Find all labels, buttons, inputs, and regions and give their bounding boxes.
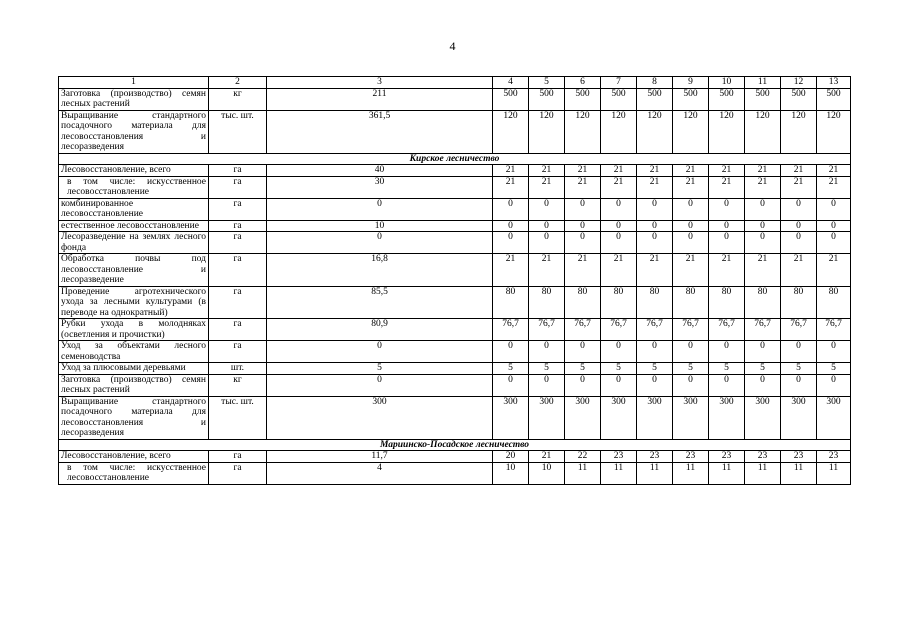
table-row (59, 254, 851, 287)
year-value: 11 (637, 462, 673, 484)
year-value: 21 (817, 165, 851, 177)
year-value: 0 (673, 232, 709, 254)
year-value: 76,7 (637, 319, 673, 341)
year-value: 0 (529, 232, 565, 254)
year-value: 0 (637, 374, 673, 396)
activity-name: Обработка почвы под лесовосстановление и лесоразведение (59, 254, 209, 287)
year-value: 11 (673, 462, 709, 484)
activity-name: Выращивание стандартного посадочного материала для лесовосстановления и лесоразведения (59, 396, 209, 439)
year-value: 0 (529, 341, 565, 363)
year-value: 10 (529, 462, 565, 484)
activity-name: Рубки ухода в молодняках (осветления и прочистки) (59, 319, 209, 341)
table-row (59, 88, 851, 110)
year-value: 5 (565, 363, 601, 375)
year-value: 21 (745, 254, 781, 287)
base-value: 85,5 (267, 286, 493, 319)
column-number: 11 (745, 77, 781, 89)
year-value: 21 (637, 254, 673, 287)
year-value: 0 (709, 198, 745, 220)
unit-of-measure: га (209, 319, 267, 341)
section-title: Мариинско-Посадское лесничество (59, 439, 851, 451)
activity-name: в том числе: искусственное лесовосстановление (59, 176, 209, 198)
year-value: 0 (745, 374, 781, 396)
year-value: 21 (709, 165, 745, 177)
year-value: 0 (565, 232, 601, 254)
table-row (59, 198, 851, 220)
year-value: 80 (673, 286, 709, 319)
base-value: 361,5 (267, 110, 493, 153)
table-row (59, 374, 851, 396)
year-value: 23 (637, 451, 673, 463)
year-value: 0 (601, 341, 637, 363)
year-value: 0 (817, 220, 851, 232)
year-value: 21 (601, 176, 637, 198)
year-value: 21 (601, 254, 637, 287)
year-value: 0 (565, 341, 601, 363)
year-value: 0 (529, 374, 565, 396)
column-number: 6 (565, 77, 601, 89)
year-value: 21 (817, 176, 851, 198)
year-value: 21 (565, 165, 601, 177)
year-value: 300 (817, 396, 851, 439)
table-row (59, 165, 851, 177)
year-value: 80 (781, 286, 817, 319)
column-number: 7 (601, 77, 637, 89)
year-value: 500 (745, 88, 781, 110)
year-value: 0 (601, 232, 637, 254)
table-row (59, 341, 851, 363)
year-value: 500 (637, 88, 673, 110)
year-value: 0 (709, 232, 745, 254)
year-value: 500 (709, 88, 745, 110)
unit-of-measure: га (209, 176, 267, 198)
year-value: 0 (673, 220, 709, 232)
section-header-row (59, 439, 851, 451)
column-number: 8 (637, 77, 673, 89)
year-value: 5 (637, 363, 673, 375)
year-value: 11 (709, 462, 745, 484)
year-value: 0 (601, 198, 637, 220)
year-value: 0 (709, 341, 745, 363)
year-value: 300 (637, 396, 673, 439)
year-value: 21 (673, 176, 709, 198)
year-value: 300 (673, 396, 709, 439)
year-value: 21 (529, 176, 565, 198)
year-value: 21 (637, 176, 673, 198)
base-value: 10 (267, 220, 493, 232)
year-value: 0 (673, 198, 709, 220)
year-value: 21 (709, 254, 745, 287)
forestry-plan-table (58, 76, 851, 485)
activity-name: комбинированное лесовосстановление (59, 198, 209, 220)
year-value: 21 (781, 176, 817, 198)
year-value: 21 (745, 176, 781, 198)
year-value: 21 (781, 165, 817, 177)
year-value: 80 (529, 286, 565, 319)
activity-name: Проведение агротехнического ухода за лесными культурами (в переводе на однократный) (59, 286, 209, 319)
year-value: 5 (673, 363, 709, 375)
year-value: 500 (781, 88, 817, 110)
year-value: 500 (565, 88, 601, 110)
year-value: 300 (493, 396, 529, 439)
base-value: 300 (267, 396, 493, 439)
table-row (59, 319, 851, 341)
year-value: 21 (565, 254, 601, 287)
year-value: 76,7 (601, 319, 637, 341)
year-value: 23 (601, 451, 637, 463)
year-value: 21 (565, 176, 601, 198)
year-value: 300 (565, 396, 601, 439)
year-value: 21 (817, 254, 851, 287)
year-value: 21 (529, 254, 565, 287)
year-value: 0 (745, 198, 781, 220)
year-value: 0 (817, 198, 851, 220)
year-value: 76,7 (781, 319, 817, 341)
year-value: 80 (817, 286, 851, 319)
year-value: 76,7 (817, 319, 851, 341)
year-value: 120 (493, 110, 529, 153)
year-value: 120 (817, 110, 851, 153)
unit-of-measure: га (209, 254, 267, 287)
year-value: 11 (817, 462, 851, 484)
column-number: 2 (209, 77, 267, 89)
year-value: 0 (601, 374, 637, 396)
year-value: 5 (781, 363, 817, 375)
year-value: 5 (493, 363, 529, 375)
year-value: 0 (745, 232, 781, 254)
year-value: 0 (493, 198, 529, 220)
year-value: 5 (817, 363, 851, 375)
year-value: 0 (637, 341, 673, 363)
base-value: 5 (267, 363, 493, 375)
year-value: 0 (817, 232, 851, 254)
year-value: 21 (601, 165, 637, 177)
year-value: 0 (637, 220, 673, 232)
base-value: 11,7 (267, 451, 493, 463)
year-value: 0 (673, 374, 709, 396)
year-value: 0 (709, 374, 745, 396)
year-value: 76,7 (493, 319, 529, 341)
year-value: 22 (565, 451, 601, 463)
page-number: 4 (449, 39, 456, 53)
base-value: 0 (267, 232, 493, 254)
year-value: 11 (601, 462, 637, 484)
year-value: 500 (673, 88, 709, 110)
unit-of-measure: га (209, 198, 267, 220)
year-value: 21 (745, 165, 781, 177)
year-value: 5 (709, 363, 745, 375)
year-value: 120 (637, 110, 673, 153)
unit-of-measure: га (209, 165, 267, 177)
section-header-row (59, 153, 851, 165)
column-number: 4 (493, 77, 529, 89)
year-value: 300 (781, 396, 817, 439)
year-value: 0 (529, 220, 565, 232)
base-value: 0 (267, 198, 493, 220)
activity-name: естественное лесовосстановление (59, 220, 209, 232)
column-number: 10 (709, 77, 745, 89)
activity-name: Выращивание стандартного посадочного материала для лесовосстановления и лесоразведения (59, 110, 209, 153)
year-value: 300 (709, 396, 745, 439)
year-value: 120 (529, 110, 565, 153)
unit-of-measure: шт. (209, 363, 267, 375)
table-row (59, 110, 851, 153)
year-value: 300 (529, 396, 565, 439)
year-value: 300 (601, 396, 637, 439)
year-value: 80 (637, 286, 673, 319)
column-number: 1 (59, 77, 209, 89)
year-value: 120 (709, 110, 745, 153)
activity-name: Лесовосстановление, всего (59, 165, 209, 177)
activity-name: Лесоразведение на землях лесного фонда (59, 232, 209, 254)
year-value: 21 (673, 165, 709, 177)
year-value: 0 (565, 374, 601, 396)
year-value: 0 (529, 198, 565, 220)
year-value: 76,7 (565, 319, 601, 341)
unit-of-measure: га (209, 451, 267, 463)
year-value: 21 (709, 176, 745, 198)
year-value: 76,7 (529, 319, 565, 341)
year-value: 80 (601, 286, 637, 319)
base-value: 0 (267, 341, 493, 363)
year-value: 0 (781, 198, 817, 220)
year-value: 0 (673, 341, 709, 363)
year-value: 120 (673, 110, 709, 153)
year-value: 0 (493, 232, 529, 254)
activity-name: Заготовка (производство) семян лесных растений (59, 374, 209, 396)
activity-name: в том числе: искусственное лесовосстановление (59, 462, 209, 484)
unit-of-measure: кг (209, 374, 267, 396)
unit-of-measure: га (209, 462, 267, 484)
table-row (59, 363, 851, 375)
year-value: 0 (565, 198, 601, 220)
year-value: 0 (745, 341, 781, 363)
year-value: 23 (709, 451, 745, 463)
activity-name: Заготовка (производство) семян лесных растений (59, 88, 209, 110)
year-value: 21 (637, 165, 673, 177)
activity-name: Уход за плюсовыми деревьями (59, 363, 209, 375)
year-value: 20 (493, 451, 529, 463)
year-value: 120 (745, 110, 781, 153)
column-number: 12 (781, 77, 817, 89)
table-row (59, 286, 851, 319)
year-value: 80 (493, 286, 529, 319)
table-row (59, 462, 851, 484)
unit-of-measure: тыс. шт. (209, 396, 267, 439)
year-value: 0 (709, 220, 745, 232)
year-value: 21 (493, 254, 529, 287)
year-value: 0 (817, 341, 851, 363)
year-value: 0 (493, 341, 529, 363)
year-value: 0 (781, 232, 817, 254)
unit-of-measure: кг (209, 88, 267, 110)
year-value: 23 (673, 451, 709, 463)
year-value: 11 (565, 462, 601, 484)
year-value: 80 (709, 286, 745, 319)
year-value: 120 (601, 110, 637, 153)
year-value: 11 (745, 462, 781, 484)
year-value: 5 (745, 363, 781, 375)
year-value: 120 (565, 110, 601, 153)
year-value: 21 (529, 165, 565, 177)
year-value: 5 (529, 363, 565, 375)
year-value: 21 (493, 176, 529, 198)
base-value: 80,9 (267, 319, 493, 341)
year-value: 0 (493, 374, 529, 396)
year-value: 0 (781, 374, 817, 396)
unit-of-measure: га (209, 220, 267, 232)
year-value: 76,7 (709, 319, 745, 341)
year-value: 80 (565, 286, 601, 319)
unit-of-measure: га (209, 232, 267, 254)
year-value: 21 (529, 451, 565, 463)
year-value: 23 (745, 451, 781, 463)
table-row (59, 220, 851, 232)
year-value: 0 (637, 232, 673, 254)
base-value: 16,8 (267, 254, 493, 287)
year-value: 21 (673, 254, 709, 287)
table-row (59, 232, 851, 254)
table-row (59, 176, 851, 198)
column-number: 3 (267, 77, 493, 89)
year-value: 21 (781, 254, 817, 287)
unit-of-measure: тыс. шт. (209, 110, 267, 153)
year-value: 300 (745, 396, 781, 439)
activity-name: Уход за объектами лесного семеноводства (59, 341, 209, 363)
year-value: 23 (781, 451, 817, 463)
section-title: Кирское лесничество (59, 153, 851, 165)
column-number: 5 (529, 77, 565, 89)
year-value: 80 (745, 286, 781, 319)
year-value: 0 (781, 220, 817, 232)
table-row (59, 451, 851, 463)
year-value: 0 (565, 220, 601, 232)
year-value: 23 (817, 451, 851, 463)
year-value: 10 (493, 462, 529, 484)
year-value: 500 (817, 88, 851, 110)
table-row (59, 396, 851, 439)
column-number: 9 (673, 77, 709, 89)
base-value: 30 (267, 176, 493, 198)
activity-name: Лесовосстановление, всего (59, 451, 209, 463)
base-value: 211 (267, 88, 493, 110)
year-value: 0 (817, 374, 851, 396)
table-body (59, 77, 851, 485)
base-value: 0 (267, 374, 493, 396)
year-value: 120 (781, 110, 817, 153)
base-value: 40 (267, 165, 493, 177)
year-value: 0 (493, 220, 529, 232)
year-value: 21 (493, 165, 529, 177)
year-value: 0 (781, 341, 817, 363)
year-value: 11 (781, 462, 817, 484)
year-value: 5 (601, 363, 637, 375)
year-value: 500 (529, 88, 565, 110)
unit-of-measure: га (209, 286, 267, 319)
year-value: 76,7 (673, 319, 709, 341)
year-value: 0 (745, 220, 781, 232)
year-value: 500 (601, 88, 637, 110)
year-value: 500 (493, 88, 529, 110)
base-value: 4 (267, 462, 493, 484)
year-value: 0 (637, 198, 673, 220)
column-number: 13 (817, 77, 851, 89)
column-number-row (59, 77, 851, 89)
unit-of-measure: га (209, 341, 267, 363)
year-value: 76,7 (745, 319, 781, 341)
year-value: 0 (601, 220, 637, 232)
